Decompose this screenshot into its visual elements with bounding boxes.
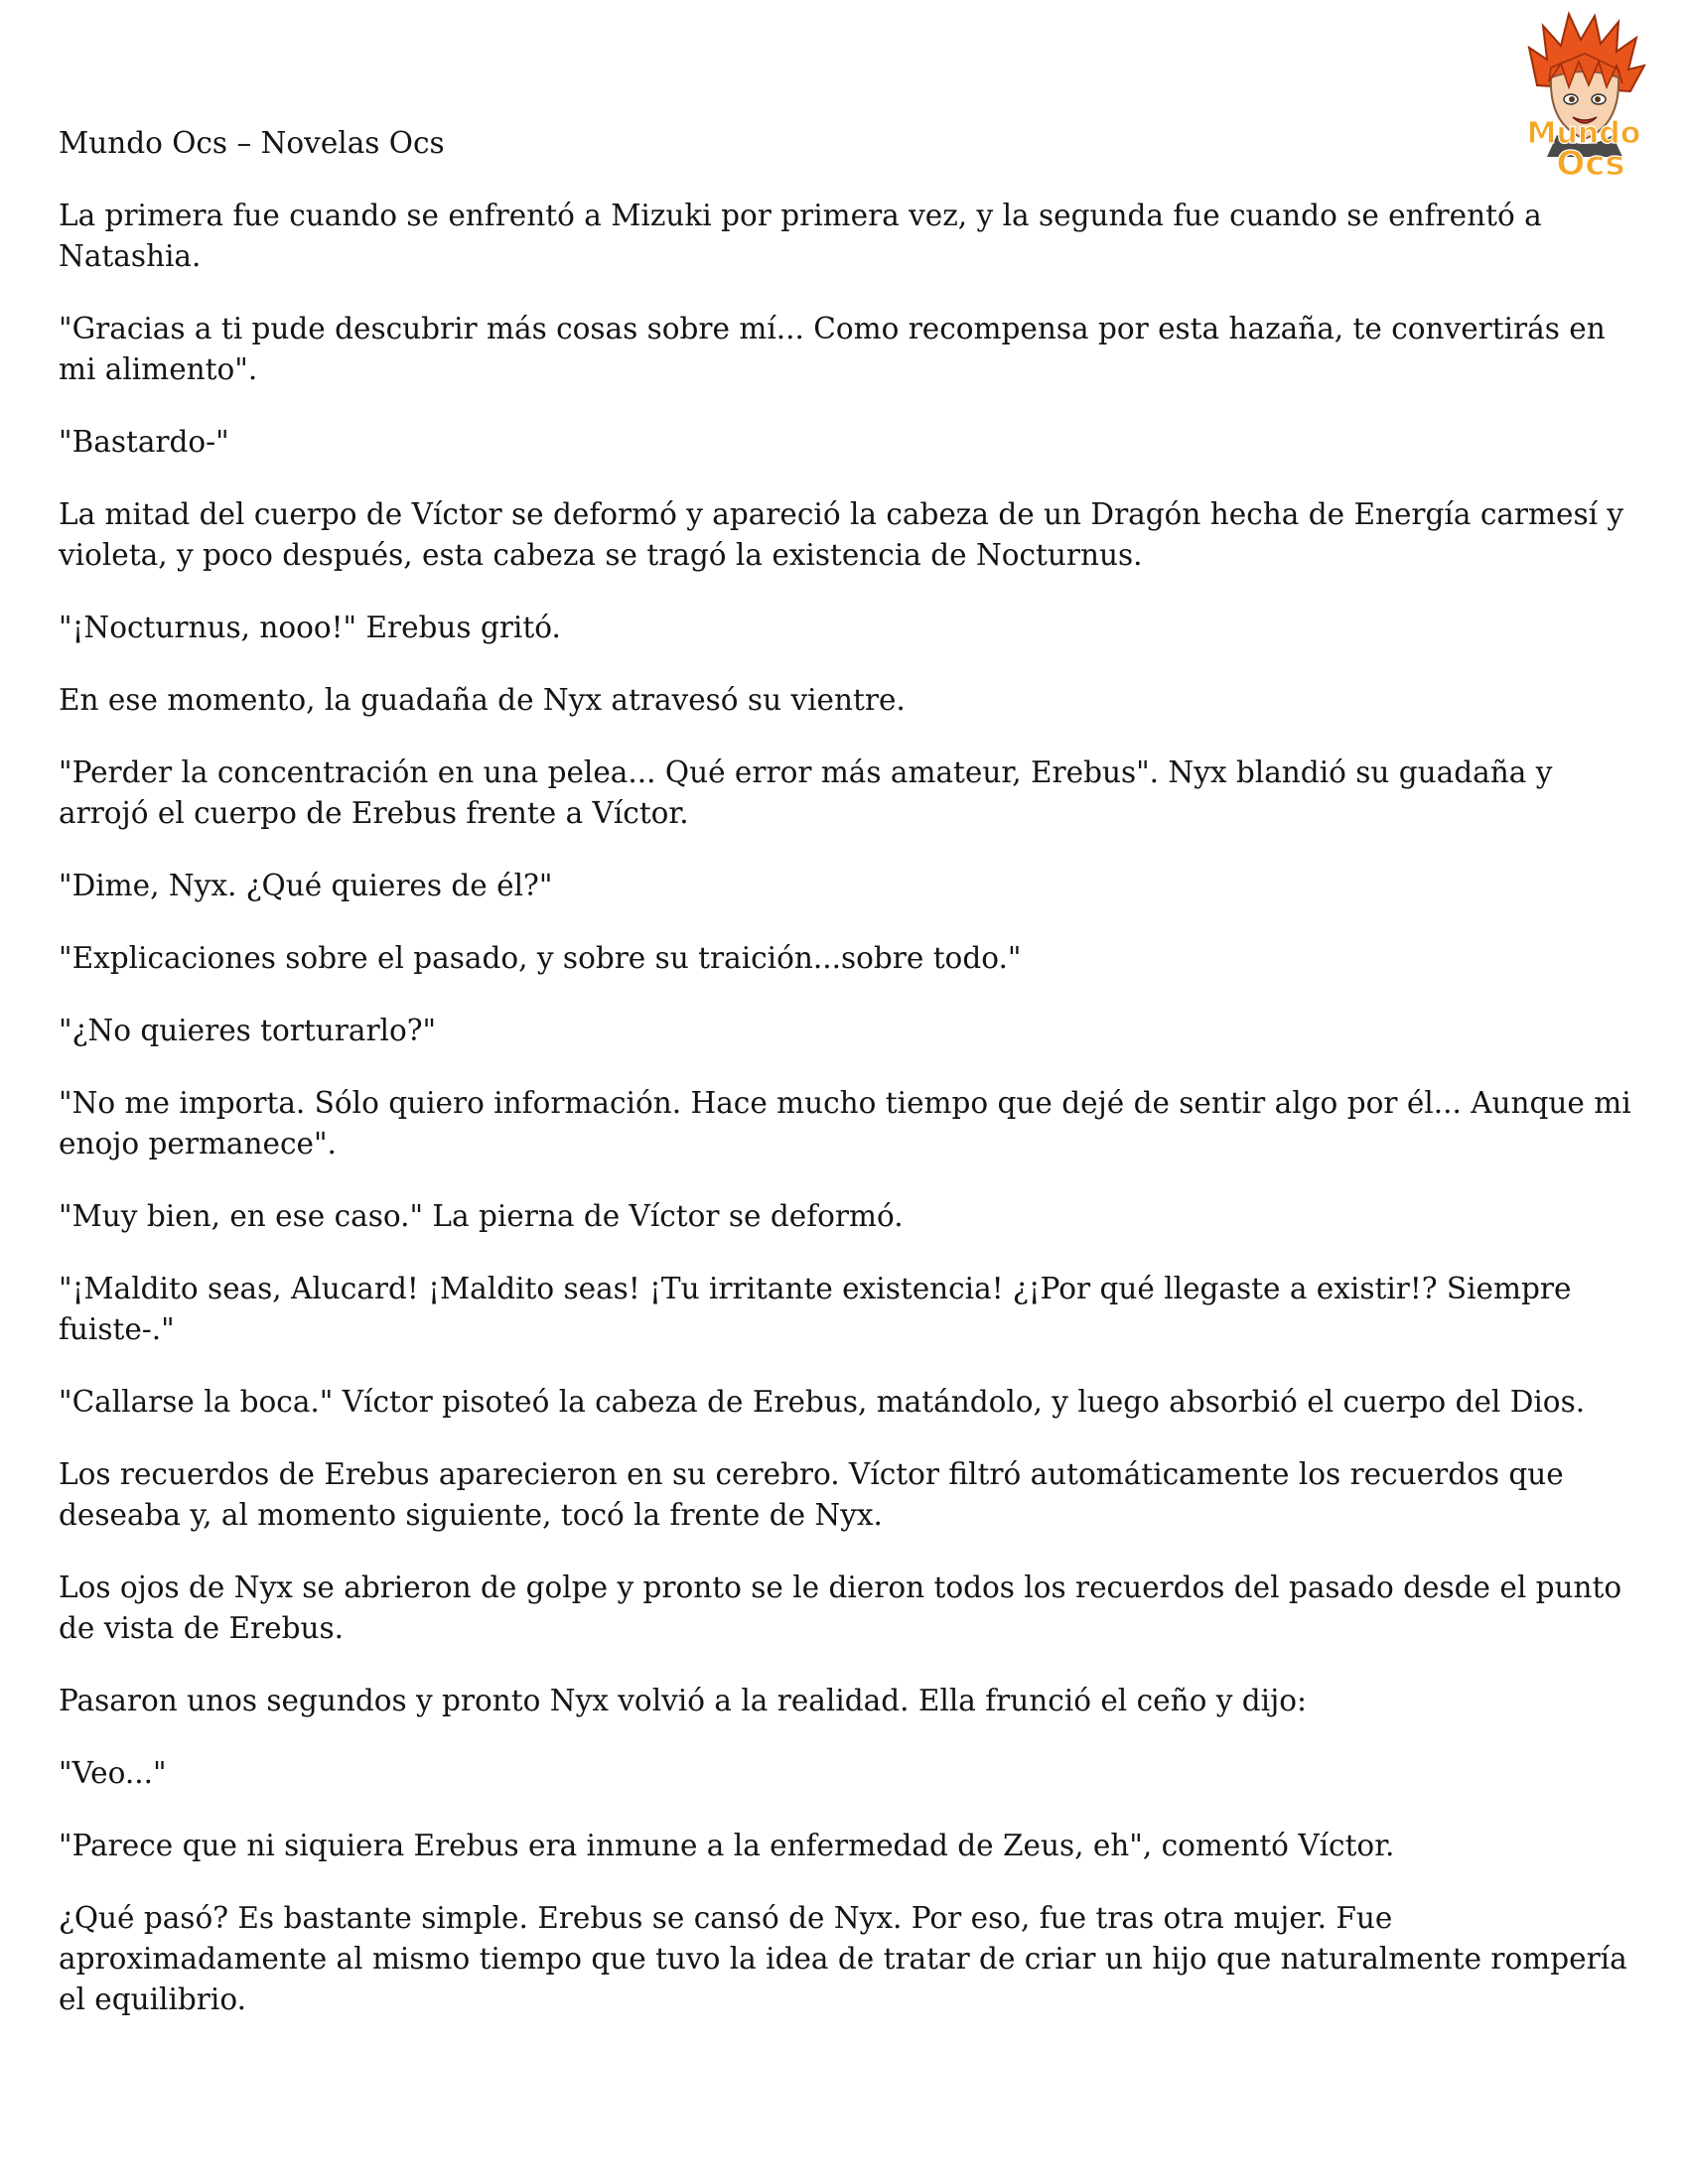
paragraph: Pasaron unos segundos y pronto Nyx volvió a la realidad. Ella frunció el ceño y dijo: [59,1684,1307,1717]
paragraph: "¡Nocturnus, nooo!" Erebus gritó. [59,611,561,644]
source-line: Mundo Ocs – Novelas Ocs [59,126,445,160]
paragraph: "Perder la concentración en una pelea... Qué error más amateur, Erebus". Nyx blandió su guadaña y arrojó el cuerpo de Erebus frente a Víctor. [59,755,1553,830]
paragraph: "Parece que ni siquiera Erebus era inmune a la enfermedad de Zeus, eh", comentó Víctor. [59,1829,1395,1862]
paragraph: Los recuerdos de Erebus aparecieron en su cerebro. Víctor filtró automáticamente los recuerdos que deseaba y, al momento siguiente, tocó la frente de Nyx. [59,1457,1564,1532]
paragraph: La primera fue cuando se enfrentó a Mizuki por primera vez, y la segunda fue cuando se enfrentó a Natashia. [59,199,1542,273]
paragraph: "¡Maldito seas, Alucard! ¡Maldito seas! ¡Tu irritante existencia! ¿¡Por qué llegaste a existir!? Siempre fuiste-." [59,1272,1572,1346]
paragraph: "¿No quieres torturarlo?" [59,1014,437,1047]
paragraph: "Bastardo-" [59,425,229,459]
paragraph: "Explicaciones sobre el pasado, y sobre su traición...sobre todo." [59,941,1022,975]
paragraph: "No me importa. Sólo quiero información. Hace mucho tiempo que dejé de sentir algo por él... Aunque mi enojo permanece". [59,1086,1631,1160]
logo-text-bottom: Ocs [1556,144,1625,184]
paragraph: La mitad del cuerpo de Víctor se deformó y apareció la cabeza de un Dragón hecha de Energía carmesí y violeta, y poco después, esta cabeza se tragó la existencia de Nocturnus. [59,497,1624,572]
paragraph: En ese momento, la guadaña de Nyx atravesó su vientre. [59,683,906,717]
logo-text-top: Mundo [1526,116,1641,151]
paragraph: "Muy bien, en ese caso." La pierna de Víctor se deformó. [59,1199,904,1233]
paragraph: "Gracias a ti pude descubrir más cosas sobre mí... Como recompensa por esta hazaña, te convertirás en mi alimento". [59,312,1606,386]
document-body [59,123,1637,2052]
paragraph: ¿Qué pasó? Es bastante simple. Erebus se cansó de Nyx. Por eso, fue tras otra mujer. Fue aproximadamente al mismo tiempo que tuvo la idea de tratar de criar un hijo que naturalmente rompería el equilibrio. [59,1901,1627,2016]
paragraph: "Dime, Nyx. ¿Qué quieres de él?" [59,869,553,902]
paragraph: "Veo..." [59,1756,167,1790]
paragraph-list [59,196,1637,2020]
paragraph: Los ojos de Nyx se abrieron de golpe y pronto se le dieron todos los recuerdos del pasado desde el punto de vista de Erebus. [59,1570,1622,1645]
paragraph: "Callarse la boca." Víctor pisoteó la cabeza de Erebus, matándolo, y luego absorbió el cuerpo del Dios. [59,1385,1586,1419]
